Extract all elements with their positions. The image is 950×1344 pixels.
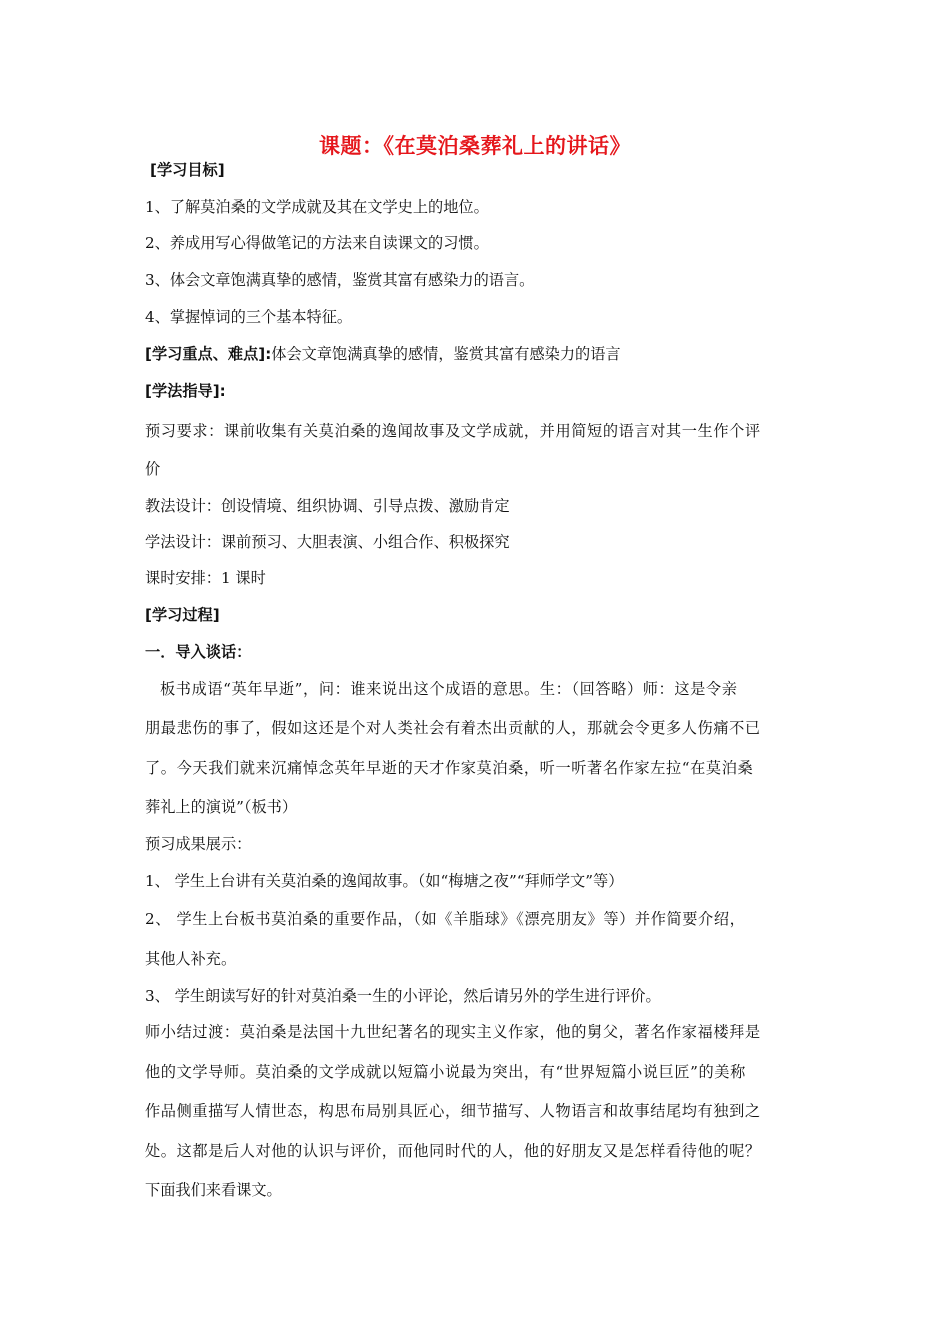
key-points-line <box>145 344 815 364</box>
section-1-heading: 一．导入谈话： <box>145 643 252 661</box>
result-item-1: 1、 学生上台讲有关莫泊桑的逸闻故事。（如“梅塘之夜”“拜师学文”等） <box>145 872 624 890</box>
document-title: 课题：《在莫泊桑葬礼上的讲话》 <box>319 134 631 158</box>
intro-line-1: 板书成语“英年早逝”，问：谁来说出这个成语的意思。生：（回答略）师：这是令亲 <box>160 680 738 698</box>
process-heading: [学习过程] <box>145 606 220 624</box>
method-heading: [学法指导]: <box>145 382 226 400</box>
learning-design: 学法设计：课前预习、大胆表演、小组合作、积极探究 <box>145 533 510 551</box>
goal-item-1: 1、了解莫泊桑的文学成就及其在文学史上的地位。 <box>145 198 489 216</box>
summary-line-2: 他的文学导师。莫泊桑的文学成就以短篇小说最为突出，有“世界短篇小说巨匠”的美称 <box>145 1063 746 1081</box>
result-item-3: 3、 学生朗读写好的针对莫泊桑一生的小评论，然后请另外的学生进行评价。 <box>145 987 661 1005</box>
teaching-design: 教法设计：创设情境、组织协调、引导点拨、激励肯定 <box>145 497 510 515</box>
goal-item-2: 2、养成用写心得做笔记的方法来自读课文的习惯。 <box>145 234 489 252</box>
intro-line-2: 朋最悲伤的事了，假如这还是个对人类社会有着杰出贡献的人，那就会令更多人伤痛不已 <box>145 719 761 737</box>
goal-item-3: 3、体会文章饱满真挚的感情，鉴赏其富有感染力的语言。 <box>145 271 535 289</box>
key-points-label: [学习重点、难点]: <box>145 345 272 363</box>
summary-line-5: 下面我们来看课文。 <box>145 1181 282 1199</box>
summary-line-3: 作品侧重描写人情世态，构思布局别具匠心，细节描写、人物语言和故事结尾均有独到之 <box>145 1102 761 1120</box>
result-item-2-line-1: 2、 学生上台板书莫泊桑的重要作品，（如《羊脂球》《漂亮朋友》等）并作简要介绍， <box>145 910 746 928</box>
intro-line-4: 葬礼上的演说”（板书） <box>145 798 298 816</box>
preview-results-label: 预习成果展示： <box>145 835 252 853</box>
intro-line-3: 了。今天我们就来沉痛悼念英年早逝的天才作家莫泊桑，听一听著名作家左拉“在莫泊桑 <box>145 759 754 777</box>
summary-line-4: 处。这都是后人对他的认识与评价，而他同时代的人，他的好朋友又是怎样看待他的呢？ <box>145 1142 761 1160</box>
preview-requirement-line-1: 预习要求：课前收集有关莫泊桑的逸闻故事及文学成就，并用简短的语言对其一生作个评 <box>145 422 761 440</box>
summary-line-1: 师小结过渡：莫泊桑是法国十九世纪著名的现实主义作家，他的舅父，著名作家福楼拜是 <box>145 1023 761 1041</box>
goals-heading: [学习目标] <box>150 161 225 179</box>
key-points-text: 体会文章饱满真挚的感情，鉴赏其富有感染力的语言 <box>271 345 621 363</box>
preview-requirement-line-2: 价 <box>145 460 161 478</box>
class-schedule: 课时安排：1 课时 <box>145 569 266 587</box>
goal-item-4: 4、掌握悼词的三个基本特征。 <box>145 308 353 326</box>
result-item-2-line-2: 其他人补充。 <box>145 950 237 968</box>
